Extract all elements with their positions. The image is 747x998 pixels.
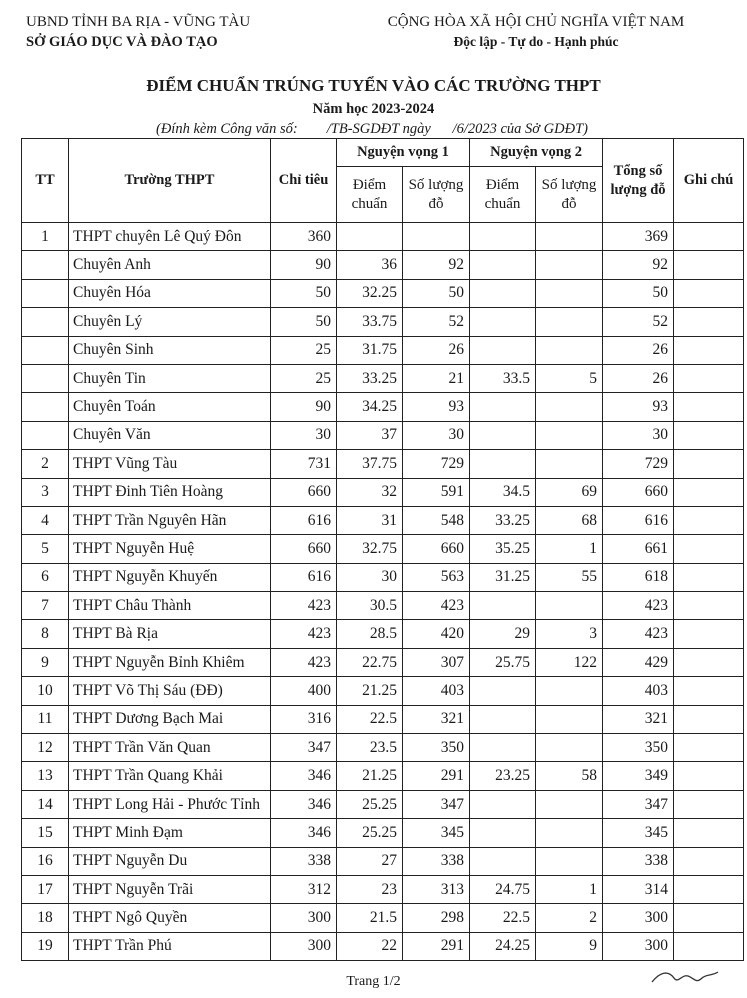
nv2-score: 29 [470, 620, 536, 648]
school-name: THPT Trần Quang Khải [69, 762, 271, 790]
quota: 360 [271, 223, 337, 251]
nv1-score: 33.25 [337, 364, 403, 392]
nv1-passed: 563 [403, 563, 470, 591]
nv1-score: 37 [337, 421, 403, 449]
nv1-passed: 52 [403, 308, 470, 336]
nv2-passed [536, 251, 603, 279]
row-tt: 7 [22, 592, 69, 620]
nv2-score [470, 450, 536, 478]
nv1-passed: 26 [403, 336, 470, 364]
nv1-score: 21.5 [337, 904, 403, 932]
quota: 90 [271, 251, 337, 279]
quota: 423 [271, 620, 337, 648]
note-cell [674, 875, 744, 903]
nv2-score: 22.5 [470, 904, 536, 932]
row-tt: 18 [22, 904, 69, 932]
total-passed: 30 [603, 421, 674, 449]
nv1-score: 32.25 [337, 279, 403, 307]
school-name: THPT chuyên Lê Quý Đôn [69, 223, 271, 251]
header-nv2-passed: Số lượng đỗ [536, 167, 603, 223]
total-passed: 423 [603, 620, 674, 648]
quota: 25 [271, 336, 337, 364]
row-tt: 2 [22, 450, 69, 478]
nv2-passed [536, 734, 603, 762]
row-tt [22, 279, 69, 307]
quota: 90 [271, 393, 337, 421]
total-passed: 347 [603, 790, 674, 818]
page-number: Trang 1/2 [346, 974, 401, 989]
quota: 400 [271, 677, 337, 705]
nv1-passed [403, 223, 470, 251]
nv1-passed: 660 [403, 535, 470, 563]
school-name: THPT Minh Đạm [69, 819, 271, 847]
school-name: THPT Nguyễn Bỉnh Khiêm [69, 648, 271, 676]
quota: 316 [271, 705, 337, 733]
quota: 423 [271, 592, 337, 620]
note-cell [674, 620, 744, 648]
school-name: THPT Trần Nguyên Hãn [69, 506, 271, 534]
table-row [22, 450, 744, 478]
quota: 423 [271, 648, 337, 676]
total-passed: 92 [603, 251, 674, 279]
nv1-passed: 420 [403, 620, 470, 648]
note-cell [674, 734, 744, 762]
nv2-passed [536, 705, 603, 733]
row-tt: 16 [22, 847, 69, 875]
nv1-passed: 423 [403, 592, 470, 620]
nv2-passed [536, 279, 603, 307]
school-name: THPT Ngô Quyền [69, 904, 271, 932]
quota: 50 [271, 308, 337, 336]
nv1-score: 33.75 [337, 308, 403, 336]
nv2-score: 34.5 [470, 478, 536, 506]
school-name: THPT Châu Thành [69, 592, 271, 620]
school-name: THPT Long Hải - Phước Tỉnh [69, 790, 271, 818]
quota: 30 [271, 421, 337, 449]
table-row [22, 620, 744, 648]
table-row [22, 847, 744, 875]
table-row [22, 705, 744, 733]
nv2-score [470, 819, 536, 847]
quota: 300 [271, 904, 337, 932]
table-row [22, 648, 744, 676]
table-row [22, 904, 744, 932]
nv1-passed: 403 [403, 677, 470, 705]
nv2-passed [536, 847, 603, 875]
note-cell [674, 819, 744, 847]
nv1-passed: 298 [403, 904, 470, 932]
total-passed: 300 [603, 904, 674, 932]
table-row [22, 364, 744, 392]
nv2-passed: 1 [536, 875, 603, 903]
quota: 347 [271, 734, 337, 762]
nv2-score [470, 592, 536, 620]
total-passed: 314 [603, 875, 674, 903]
nv1-score: 25.25 [337, 790, 403, 818]
note-cell [674, 762, 744, 790]
row-tt: 13 [22, 762, 69, 790]
school-name: THPT Trần Văn Quan [69, 734, 271, 762]
quota: 346 [271, 790, 337, 818]
school-name: Chuyên Toán [69, 393, 271, 421]
nv1-score: 31.75 [337, 336, 403, 364]
total-passed: 50 [603, 279, 674, 307]
row-tt: 10 [22, 677, 69, 705]
nv1-passed: 347 [403, 790, 470, 818]
total-passed: 660 [603, 478, 674, 506]
quota: 50 [271, 279, 337, 307]
nv1-score [337, 223, 403, 251]
attachment-note: (Đính kèm Công văn số: /TB-SGDĐT ngày /6/2023 của Sở GDĐT) [156, 121, 588, 137]
nv2-passed: 2 [536, 904, 603, 932]
nv1-score: 21.25 [337, 762, 403, 790]
total-passed: 350 [603, 734, 674, 762]
total-passed: 321 [603, 705, 674, 733]
nv1-score: 36 [337, 251, 403, 279]
nv1-passed: 321 [403, 705, 470, 733]
table-row [22, 506, 744, 534]
nv2-passed [536, 819, 603, 847]
header-nv1-passed: Số lượng đỗ [403, 167, 470, 223]
nv1-passed: 92 [403, 251, 470, 279]
header-school: Trường THPT [69, 139, 271, 223]
nv1-passed: 338 [403, 847, 470, 875]
quota: 25 [271, 364, 337, 392]
quota: 731 [271, 450, 337, 478]
nv1-passed: 591 [403, 478, 470, 506]
total-passed: 26 [603, 336, 674, 364]
table-row [22, 279, 744, 307]
nv2-passed: 68 [536, 506, 603, 534]
school-name: Chuyên Hóa [69, 279, 271, 307]
note-cell [674, 904, 744, 932]
nv2-score [470, 223, 536, 251]
nv1-score: 30.5 [337, 592, 403, 620]
nv2-passed [536, 421, 603, 449]
table-row [22, 563, 744, 591]
nv2-score [470, 677, 536, 705]
note-cell [674, 847, 744, 875]
table-row [22, 592, 744, 620]
note-cell [674, 364, 744, 392]
quota: 616 [271, 563, 337, 591]
table-row [22, 223, 744, 251]
total-passed: 618 [603, 563, 674, 591]
document-title: ĐIỂM CHUẨN TRÚNG TUYỂN VÀO CÁC TRƯỜNG THPT [146, 76, 601, 95]
note-cell [674, 336, 744, 364]
row-tt: 4 [22, 506, 69, 534]
table-row [22, 762, 744, 790]
nv2-score [470, 847, 536, 875]
row-tt [22, 251, 69, 279]
row-tt: 17 [22, 875, 69, 903]
row-tt: 5 [22, 535, 69, 563]
nv2-score [470, 734, 536, 762]
issuer-block [26, 12, 250, 52]
nv2-score: 25.75 [470, 648, 536, 676]
nv1-score: 31 [337, 506, 403, 534]
nv2-score: 33.25 [470, 506, 536, 534]
total-passed: 423 [603, 592, 674, 620]
school-name: THPT Nguyễn Du [69, 847, 271, 875]
nv2-passed: 55 [536, 563, 603, 591]
national-motto: Độc lập - Tự do - Hạnh phúc [453, 34, 619, 49]
school-name: Chuyên Văn [69, 421, 271, 449]
nv1-score: 22 [337, 932, 403, 960]
nv1-passed: 313 [403, 875, 470, 903]
quota: 338 [271, 847, 337, 875]
table-row [22, 393, 744, 421]
nv2-passed [536, 592, 603, 620]
note-cell [674, 421, 744, 449]
nv2-passed [536, 336, 603, 364]
school-name: THPT Nguyễn Trãi [69, 875, 271, 903]
nv2-passed: 1 [536, 535, 603, 563]
row-tt: 11 [22, 705, 69, 733]
issuer-province: UBND TỈNH BA RỊA - VŨNG TÀU [26, 14, 251, 30]
nv1-passed: 50 [403, 279, 470, 307]
nv1-score: 22.75 [337, 648, 403, 676]
note-cell [674, 308, 744, 336]
quota: 660 [271, 478, 337, 506]
nv1-passed: 30 [403, 421, 470, 449]
table-row [22, 308, 744, 336]
nv2-score: 23.25 [470, 762, 536, 790]
school-year: Năm học 2023-2024 [312, 101, 435, 117]
quota: 346 [271, 762, 337, 790]
quota: 300 [271, 932, 337, 960]
row-tt: 15 [22, 819, 69, 847]
row-tt: 8 [22, 620, 69, 648]
total-passed: 429 [603, 648, 674, 676]
nv2-score [470, 336, 536, 364]
nv2-passed [536, 393, 603, 421]
nv2-score [470, 308, 536, 336]
total-passed: 93 [603, 393, 674, 421]
nv1-score: 23.5 [337, 734, 403, 762]
school-name: THPT Đinh Tiên Hoàng [69, 478, 271, 506]
note-cell [674, 450, 744, 478]
nv2-passed [536, 308, 603, 336]
row-tt [22, 336, 69, 364]
note-cell [674, 705, 744, 733]
total-passed: 345 [603, 819, 674, 847]
row-tt: 19 [22, 932, 69, 960]
nv2-passed: 3 [536, 620, 603, 648]
national-header [386, 12, 686, 52]
nv1-score: 25.25 [337, 819, 403, 847]
row-tt: 6 [22, 563, 69, 591]
nv2-score [470, 393, 536, 421]
header-nv2: Nguyện vọng 2 [470, 139, 603, 167]
header-total: Tổng số lượng đỗ [603, 139, 674, 223]
nv2-score [470, 705, 536, 733]
table-row [22, 421, 744, 449]
school-name: THPT Võ Thị Sáu (ĐĐ) [69, 677, 271, 705]
nv2-score: 24.25 [470, 932, 536, 960]
header-nv1: Nguyện vọng 1 [337, 139, 470, 167]
header-tt: TT [22, 139, 69, 223]
school-name: Chuyên Sinh [69, 336, 271, 364]
total-passed: 369 [603, 223, 674, 251]
row-tt [22, 421, 69, 449]
note-cell [674, 648, 744, 676]
nv1-passed: 291 [403, 932, 470, 960]
row-tt: 3 [22, 478, 69, 506]
nv2-passed: 9 [536, 932, 603, 960]
nv1-passed: 307 [403, 648, 470, 676]
school-name: THPT Bà Rịa [69, 620, 271, 648]
nv2-score: 31.25 [470, 563, 536, 591]
total-passed: 52 [603, 308, 674, 336]
nv2-score: 35.25 [470, 535, 536, 563]
nv2-score [470, 790, 536, 818]
table-row [22, 336, 744, 364]
total-passed: 349 [603, 762, 674, 790]
table-row [22, 535, 744, 563]
row-tt: 1 [22, 223, 69, 251]
row-tt [22, 308, 69, 336]
note-cell [674, 790, 744, 818]
nv1-passed: 291 [403, 762, 470, 790]
school-name: THPT Vũng Tàu [69, 450, 271, 478]
nv1-score: 22.5 [337, 705, 403, 733]
header-nv2-score: Điểm chuẩn [470, 167, 536, 223]
header-note: Ghi chú [674, 139, 744, 223]
nv2-passed [536, 790, 603, 818]
note-cell [674, 393, 744, 421]
nv2-passed [536, 450, 603, 478]
nv2-passed: 58 [536, 762, 603, 790]
nv1-score: 32 [337, 478, 403, 506]
nv1-score: 28.5 [337, 620, 403, 648]
row-tt: 9 [22, 648, 69, 676]
nv1-score: 32.75 [337, 535, 403, 563]
admission-scores-table [21, 138, 744, 961]
note-cell [674, 932, 744, 960]
table-row [22, 478, 744, 506]
nv2-score [470, 251, 536, 279]
note-cell [674, 563, 744, 591]
country-name: CỘNG HÒA XÃ HỘI CHỦ NGHĨA VIỆT NAM [387, 14, 685, 30]
signature-initials [650, 964, 720, 992]
row-tt: 12 [22, 734, 69, 762]
quota: 346 [271, 819, 337, 847]
nv1-passed: 93 [403, 393, 470, 421]
total-passed: 403 [603, 677, 674, 705]
total-passed: 729 [603, 450, 674, 478]
table-row [22, 677, 744, 705]
table-row [22, 734, 744, 762]
table-row [22, 875, 744, 903]
note-cell [674, 251, 744, 279]
nv1-score: 30 [337, 563, 403, 591]
quota: 616 [271, 506, 337, 534]
table-row [22, 819, 744, 847]
school-name: Chuyên Tin [69, 364, 271, 392]
note-cell [674, 535, 744, 563]
total-passed: 338 [603, 847, 674, 875]
nv2-score [470, 421, 536, 449]
school-name: THPT Nguyễn Huệ [69, 535, 271, 563]
nv2-score: 33.5 [470, 364, 536, 392]
nv2-passed: 69 [536, 478, 603, 506]
issuer-department: SỞ GIÁO DỤC VÀ ĐÀO TẠO [26, 34, 218, 50]
nv1-score: 21.25 [337, 677, 403, 705]
note-cell [674, 279, 744, 307]
nv1-passed: 350 [403, 734, 470, 762]
nv1-score: 27 [337, 847, 403, 875]
school-name: Chuyên Anh [69, 251, 271, 279]
school-name: THPT Dương Bạch Mai [69, 705, 271, 733]
nv2-score: 24.75 [470, 875, 536, 903]
nv2-passed: 5 [536, 364, 603, 392]
total-passed: 661 [603, 535, 674, 563]
row-tt: 14 [22, 790, 69, 818]
nv1-score: 37.75 [337, 450, 403, 478]
nv2-score [470, 279, 536, 307]
nv2-passed [536, 223, 603, 251]
note-cell [674, 223, 744, 251]
school-name: Chuyên Lý [69, 308, 271, 336]
total-passed: 26 [603, 364, 674, 392]
table-row [22, 790, 744, 818]
row-tt [22, 364, 69, 392]
quota: 660 [271, 535, 337, 563]
note-cell [674, 478, 744, 506]
table-row [22, 251, 744, 279]
header-nv1-score: Điểm chuẩn [337, 167, 403, 223]
quota: 312 [271, 875, 337, 903]
note-cell [674, 677, 744, 705]
table-row [22, 932, 744, 960]
nv1-score: 23 [337, 875, 403, 903]
total-passed: 300 [603, 932, 674, 960]
note-cell [674, 506, 744, 534]
note-cell [674, 592, 744, 620]
school-name: THPT Nguyễn Khuyến [69, 563, 271, 591]
nv1-passed: 548 [403, 506, 470, 534]
nv2-passed [536, 677, 603, 705]
school-name: THPT Trần Phú [69, 932, 271, 960]
row-tt [22, 393, 69, 421]
nv1-score: 34.25 [337, 393, 403, 421]
header-quota: Chỉ tiêu [271, 139, 337, 223]
total-passed: 616 [603, 506, 674, 534]
nv1-passed: 345 [403, 819, 470, 847]
nv1-passed: 729 [403, 450, 470, 478]
nv1-passed: 21 [403, 364, 470, 392]
nv2-passed: 122 [536, 648, 603, 676]
